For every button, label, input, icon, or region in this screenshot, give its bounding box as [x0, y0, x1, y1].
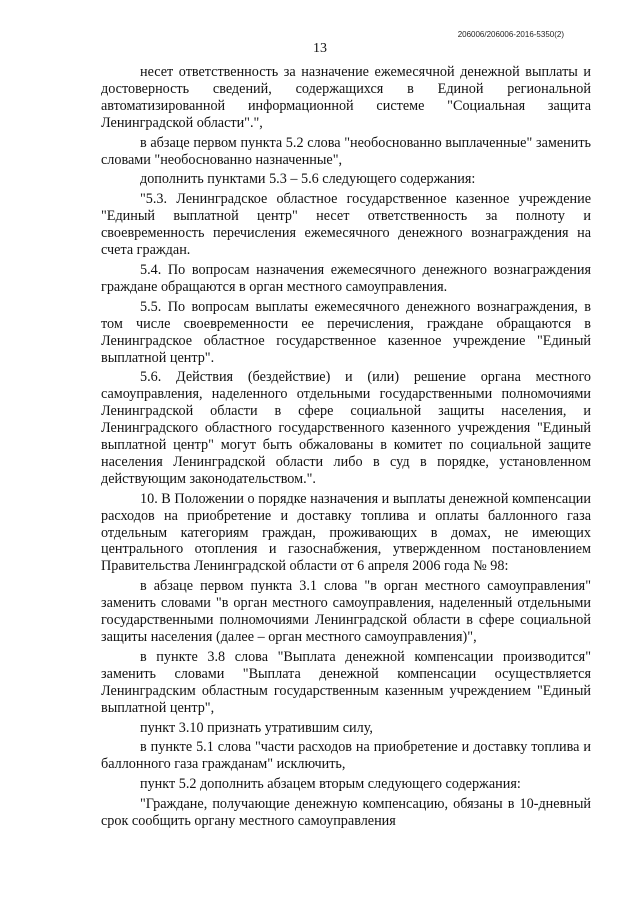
document-code: 206006/206006-2016-5350(2) — [457, 30, 564, 39]
paragraph: пункт 3.10 признать утратившим силу, — [140, 719, 373, 736]
page-number: 13 — [313, 41, 327, 56]
paragraph: 10. В Положении о порядке назначения и выплаты денежной компенсации расходов на приобретение и доставку топлива и оплаты баллонного газа отдельным категориям граждан, проживающих в домах, не имеющих центрального отопления и газоснабжения, утвержденном постановлением Правительства Ленинградской области от 6 апреля 2006 года № 98: — [101, 490, 591, 575]
paragraph: в пункте 5.1 слова "части расходов на приобретение и доставку топлива и баллонного газа гражданам" исключить, — [101, 739, 591, 773]
paragraph: пункт 5.2 дополнить абзацем вторым следующего содержания: — [140, 776, 521, 793]
paragraph: "Граждане, получающие денежную компенсацию, обязаны в 10-дневный срок сообщить органу местного самоуправления — [101, 796, 591, 830]
document-body — [101, 64, 591, 830]
paragraph: несет ответственность за назначение ежемесячной денежной выплаты и достоверность сведений, содержащихся в Единой региональной автоматизированной информационной системе "Социальная защита Ленинградской области".", — [101, 64, 591, 131]
paragraph: 5.6. Действия (бездействие) и (или) решение органа местного самоуправления, наделенного отдельными государственными полномочиями Ленинградской области в сфере социальной защиты населения, и Ленинградского областного государственного казенного учреждения "Единый выплатной центр" могут быть обжалованы в комитет по социальной защите населения Ленинградской области либо в суд в порядке, установленном действующим законодательством.". — [101, 369, 591, 487]
paragraph: в абзаце первом пункта 5.2 слова "необоснованно выплаченные" заменить словами "необоснованно назначенные", — [101, 134, 591, 168]
paragraph: в пункте 3.8 слова "Выплата денежной компенсации производится" заменить словами "Выплата денежной компенсации осуществляется Ленинградским областным государственным казенным учреждением "Единый выплатной центр", — [101, 648, 591, 716]
paragraph: "5.3. Ленинградское областное государственное казенное учреждение "Единый выплатной центр" несет ответственность за полноту и своевременность перечисления ежемесячного денежного вознаграждения на счета граждан. — [101, 191, 591, 259]
paragraph: дополнить пунктами 5.3 – 5.6 следующего содержания: — [140, 171, 476, 188]
paragraph: в абзаце первом пункта 3.1 слова "в орган местного самоуправления" заменить словами "в орган местного самоуправления, наделенный отдельными государственными полномочиями Ленинградской области в сфере социальной защиты населения (далее – орган местного самоуправления)", — [101, 578, 591, 645]
paragraph: 5.5. По вопросам выплаты ежемесячного денежного вознаграждения, в том числе своевременности ее перечисления, граждане обращаются в Ленинградское областное государственное казенное учреждение "Единый выплатной центр". — [101, 298, 591, 366]
paragraph: 5.4. По вопросам назначения ежемесячного денежного вознаграждения граждане обращаются в орган местного самоуправления. — [101, 261, 591, 295]
